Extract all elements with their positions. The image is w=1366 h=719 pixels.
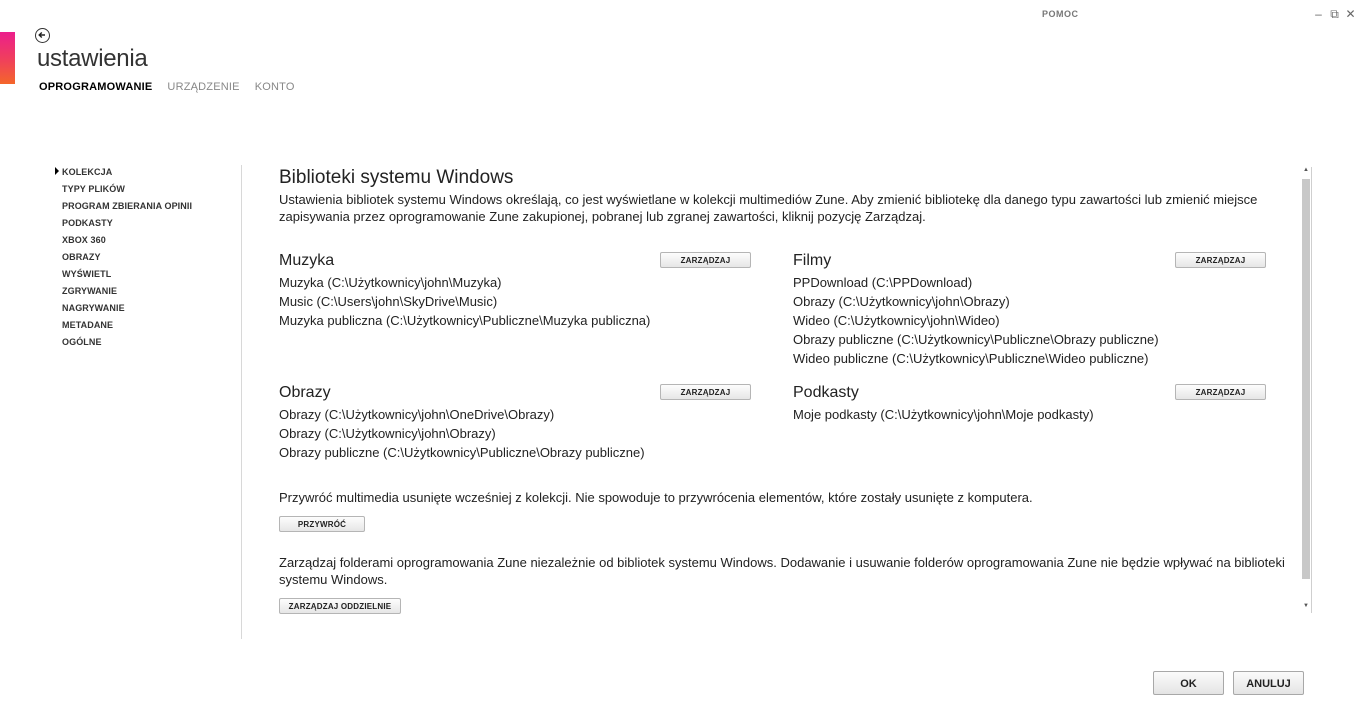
library-folder: Muzyka (C:\Użytkownicy\john\Muzyka) bbox=[279, 275, 502, 290]
library-folder: Obrazy publiczne (C:\Użytkownicy\Publiczne\Obrazy publiczne) bbox=[279, 445, 645, 460]
manage-podcasts-button[interactable]: ZARZĄDZAJ bbox=[1175, 384, 1266, 400]
tab-software[interactable]: OPROGRAMOWANIE bbox=[39, 81, 153, 93]
tab-device[interactable]: URZĄDZENIE bbox=[167, 81, 240, 93]
library-folder: Music (C:\Users\john\SkyDrive\Music) bbox=[279, 294, 498, 309]
restore-button[interactable]: PRZYWRÓĆ bbox=[279, 516, 365, 532]
manage-pictures-button[interactable]: ZARZĄDZAJ bbox=[660, 384, 751, 400]
library-podcasts-title: Podkasty bbox=[793, 384, 859, 401]
sidebar-item-xbox360[interactable]: XBOX 360 bbox=[62, 235, 106, 245]
sidebar-item-metadata[interactable]: METADANE bbox=[62, 320, 114, 330]
top-tabs bbox=[39, 81, 295, 93]
library-folder: Obrazy (C:\Użytkownicy\john\Obrazy) bbox=[793, 294, 1010, 309]
sidebar-item-rip[interactable]: ZGRYWANIE bbox=[62, 286, 118, 296]
cancel-button[interactable]: ANULUJ bbox=[1233, 671, 1304, 695]
sidebar-divider bbox=[241, 165, 242, 639]
sidebar-item-burn[interactable]: NAGRYWANIE bbox=[62, 303, 125, 313]
section-description: Ustawienia bibliotek systemu Windows określają, co jest wyświetlane w kolekcji multimediów Zune. Aby zmienić bibliotekę dla danego typu zawartości lub zmienić miejsce zapisywania przez oprogramowanie Zune zakupionej, pobranej lub zgranej zawartości, kliknij pozycję Zarządzaj. bbox=[279, 192, 1258, 224]
sidebar-item-file-types[interactable]: TYPY PLIKÓW bbox=[62, 184, 125, 194]
sidebar-item-feedback-program[interactable]: PROGRAM ZBIERANIA OPINII bbox=[62, 201, 193, 211]
tab-account[interactable]: KONTO bbox=[254, 81, 295, 93]
library-pictures-title: Obrazy bbox=[279, 384, 331, 401]
library-folder: Obrazy (C:\Użytkownicy\john\OneDrive\Obrazy) bbox=[279, 407, 555, 422]
back-arrow-icon[interactable] bbox=[35, 28, 50, 43]
sidebar-item-collection[interactable]: KOLEKCJA bbox=[62, 166, 192, 183]
library-folder: Obrazy (C:\Użytkownicy\john\Obrazy) bbox=[279, 426, 496, 441]
sidebar-item-pictures[interactable]: OBRAZY bbox=[62, 252, 101, 262]
manage-separately-button[interactable]: ZARZĄDZAJ ODDZIELNIE bbox=[279, 598, 401, 614]
manage-separately-description: Zarządzaj folderami oprogramowania Zune niezależnie od bibliotek systemu Windows. Dodawanie i usuwanie folderów oprogramowania Zune nie będzie wpływać na biblioteki systemu Windows. bbox=[279, 555, 1285, 587]
page-title: ustawienia bbox=[37, 45, 148, 72]
library-folder: Muzyka publiczna (C:\Użytkownicy\Publiczne\Muzyka publiczna) bbox=[279, 313, 651, 328]
scroll-down-icon[interactable]: ▼ bbox=[1303, 603, 1309, 609]
sidebar-nav bbox=[62, 166, 192, 353]
manage-music-button[interactable]: ZARZĄDZAJ bbox=[660, 252, 751, 268]
restore-icon[interactable]: ⧉ bbox=[1330, 7, 1339, 21]
scroll-up-icon[interactable]: ▲ bbox=[1303, 167, 1309, 173]
sidebar-item-podcasts[interactable]: PODKASTY bbox=[62, 218, 113, 228]
help-link[interactable]: POMOC bbox=[1042, 9, 1079, 19]
scrollbar-track-line bbox=[1311, 167, 1312, 613]
vertical-scrollbar[interactable] bbox=[1301, 167, 1311, 613]
sidebar-item-display[interactable]: WYŚWIETL bbox=[62, 269, 112, 279]
minimize-icon[interactable]: – bbox=[1315, 7, 1322, 21]
section-title: Biblioteki systemu Windows bbox=[279, 167, 514, 188]
library-films-title: Filmy bbox=[793, 252, 832, 269]
sidebar-item-general[interactable]: OGÓLNE bbox=[62, 337, 102, 347]
ok-button[interactable]: OK bbox=[1153, 671, 1224, 695]
manage-films-button[interactable]: ZARZĄDZAJ bbox=[1175, 252, 1266, 268]
close-icon[interactable]: ✕ bbox=[1345, 7, 1356, 21]
library-music-title: Muzyka bbox=[279, 252, 335, 269]
library-folder: Moje podkasty (C:\Użytkownicy\john\Moje podkasty) bbox=[793, 407, 1094, 422]
restore-description: Przywróć multimedia usunięte wcześniej z kolekcji. Nie spowoduje to przywrócenia elementów, które zostały usunięte z komputera. bbox=[279, 490, 1033, 505]
library-folder: Wideo (C:\Użytkownicy\john\Wideo) bbox=[793, 313, 1000, 328]
window-controls bbox=[1313, 7, 1356, 21]
scroll-thumb[interactable] bbox=[1302, 179, 1310, 579]
library-films bbox=[793, 252, 1265, 368]
brand-accent-bar bbox=[0, 32, 15, 84]
library-folder: PPDownload (C:\PPDownload) bbox=[793, 275, 973, 290]
library-folder: Obrazy publiczne (C:\Użytkownicy\Publiczne\Obrazy publiczne) bbox=[793, 332, 1159, 347]
library-folder: Wideo publiczne (C:\Użytkownicy\Publiczne\Wideo publiczne) bbox=[793, 351, 1149, 366]
